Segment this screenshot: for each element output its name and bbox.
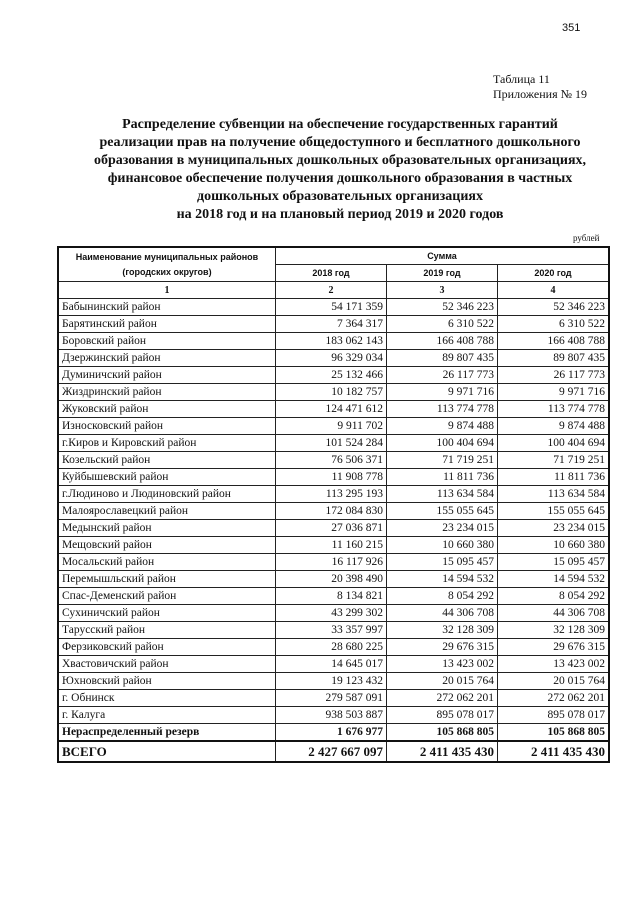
amount-2020: 15 095 457 (497, 554, 609, 571)
district-name: г. Калуга (58, 707, 275, 724)
district-name: Козельский район (58, 452, 275, 469)
title-line: финансовое обеспечение получения дошкольного образования в частных (107, 171, 573, 186)
district-name: Тарусский район (58, 622, 275, 639)
units-label: рублей (573, 233, 600, 243)
table-row (58, 452, 609, 469)
district-name: Хвастовичский район (58, 656, 275, 673)
amount-2018: 11 160 215 (275, 537, 386, 554)
amount-2018: 33 357 997 (275, 622, 386, 639)
attachment-label: Приложения № 19 (493, 87, 588, 101)
district-name: Бабынинский район (58, 299, 275, 316)
district-name: Куйбышевский район (58, 469, 275, 486)
amount-2020: 113 634 584 (497, 486, 609, 503)
amount-2018: 183 062 143 (275, 333, 386, 350)
amount-2019: 29 676 315 (386, 639, 497, 656)
subsidy-table (57, 246, 610, 763)
column-index: 1 (58, 282, 275, 299)
amount-2019: 6 310 522 (386, 316, 497, 333)
amount-2018: 10 182 757 (275, 384, 386, 401)
district-name: г.Людиново и Людиновский район (58, 486, 275, 503)
amount-2019: 100 404 694 (386, 435, 497, 452)
district-name: Жуковский район (58, 401, 275, 418)
amount-2019: 10 660 380 (386, 537, 497, 554)
district-name: Малоярославецкий район (58, 503, 275, 520)
amount-2018: 8 134 821 (275, 588, 386, 605)
amount-2019: 9 874 488 (386, 418, 497, 435)
district-name: Спас-Деменский район (58, 588, 275, 605)
table-row (58, 639, 609, 656)
amount-2019: 272 062 201 (386, 690, 497, 707)
appendix-reference (493, 72, 587, 102)
amount-2019: 9 971 716 (386, 384, 497, 401)
reserve-name: Нераспределенный резерв (58, 724, 275, 742)
table-row (58, 486, 609, 503)
table-row (58, 656, 609, 673)
amount-2019: 44 306 708 (386, 605, 497, 622)
amount-2020: 8 054 292 (497, 588, 609, 605)
amount-2018: 20 398 490 (275, 571, 386, 588)
amount-2019: 52 346 223 (386, 299, 497, 316)
reserve-2020: 105 868 805 (497, 724, 609, 742)
amount-2020: 10 660 380 (497, 537, 609, 554)
table-row (58, 554, 609, 571)
amount-2019: 166 408 788 (386, 333, 497, 350)
sum-column-header: Сумма (275, 247, 609, 265)
title-line: дошкольных образовательных организациях (197, 189, 483, 204)
amount-2018: 25 132 466 (275, 367, 386, 384)
table-row (58, 520, 609, 537)
amount-2019: 20 015 764 (386, 673, 497, 690)
table-row (58, 503, 609, 520)
amount-2020: 155 055 645 (497, 503, 609, 520)
amount-2018: 101 524 284 (275, 435, 386, 452)
table-row (58, 316, 609, 333)
amount-2018: 54 171 359 (275, 299, 386, 316)
district-name: Медынский район (58, 520, 275, 537)
amount-2019: 8 054 292 (386, 588, 497, 605)
amount-2019: 26 117 773 (386, 367, 497, 384)
amount-2020: 26 117 773 (497, 367, 609, 384)
total-row (58, 741, 609, 762)
amount-2019: 155 055 645 (386, 503, 497, 520)
amount-2018: 14 645 017 (275, 656, 386, 673)
amount-2020: 52 346 223 (497, 299, 609, 316)
district-name: Мосальский район (58, 554, 275, 571)
district-name: Юхновский район (58, 673, 275, 690)
district-name: Жиздринский район (58, 384, 275, 401)
title-line: Распределение субвенции на обеспечение государственных гарантий (122, 117, 558, 132)
amount-2018: 124 471 612 (275, 401, 386, 418)
amount-2018: 279 587 091 (275, 690, 386, 707)
amount-2018: 9 911 702 (275, 418, 386, 435)
amount-2020: 6 310 522 (497, 316, 609, 333)
amount-2020: 13 423 002 (497, 656, 609, 673)
amount-2020: 166 408 788 (497, 333, 609, 350)
amount-2018: 76 506 371 (275, 452, 386, 469)
district-name: Перемышльский район (58, 571, 275, 588)
table-row (58, 418, 609, 435)
amount-2018: 43 299 302 (275, 605, 386, 622)
district-name: Сухиничский район (58, 605, 275, 622)
title-line: образования в муниципальных дошкольных образовательных организациях, (93, 153, 587, 168)
reserve-2018: 1 676 977 (275, 724, 386, 742)
column-index: 3 (386, 282, 497, 299)
district-name: Барятинский район (58, 316, 275, 333)
name-column-header: Наименование муниципальных районов (городских округов) (58, 247, 275, 282)
table-body (58, 299, 609, 724)
district-name: г. Обнинск (58, 690, 275, 707)
amount-2020: 32 128 309 (497, 622, 609, 639)
amount-2019: 113 774 778 (386, 401, 497, 418)
amount-2020: 113 774 778 (497, 401, 609, 418)
amount-2019: 113 634 584 (386, 486, 497, 503)
table-row (58, 588, 609, 605)
amount-2019: 71 719 251 (386, 452, 497, 469)
total-name: ВСЕГО (58, 741, 275, 762)
year-header-2020: 2020 год (497, 265, 609, 282)
amount-2019: 11 811 736 (386, 469, 497, 486)
table-row (58, 401, 609, 418)
district-name: Мещовский район (58, 537, 275, 554)
district-name: Износковский район (58, 418, 275, 435)
amount-2020: 23 234 015 (497, 520, 609, 537)
amount-2019: 15 095 457 (386, 554, 497, 571)
table-label: Таблица 11 (493, 72, 550, 86)
amount-2018: 113 295 193 (275, 486, 386, 503)
amount-2019: 23 234 015 (386, 520, 497, 537)
amount-2019: 13 423 002 (386, 656, 497, 673)
amount-2020: 272 062 201 (497, 690, 609, 707)
amount-2020: 29 676 315 (497, 639, 609, 656)
year-header-2018: 2018 год (275, 265, 386, 282)
amount-2018: 172 084 830 (275, 503, 386, 520)
total-2020: 2 411 435 430 (497, 741, 609, 762)
table-row (58, 622, 609, 639)
district-name: Дзержинский район (58, 350, 275, 367)
table-row (58, 384, 609, 401)
amount-2020: 895 078 017 (497, 707, 609, 724)
table-row (58, 367, 609, 384)
reserve-row (58, 724, 609, 742)
amount-2020: 14 594 532 (497, 571, 609, 588)
table-row (58, 469, 609, 486)
table-row (58, 673, 609, 690)
page-number: 351 (562, 22, 581, 34)
amount-2018: 7 364 317 (275, 316, 386, 333)
amount-2019: 32 128 309 (386, 622, 497, 639)
table-row (58, 350, 609, 367)
total-2019: 2 411 435 430 (386, 741, 497, 762)
district-name: г.Киров и Кировский район (58, 435, 275, 452)
table-row (58, 571, 609, 588)
amount-2020: 44 306 708 (497, 605, 609, 622)
table-row (58, 690, 609, 707)
amount-2020: 100 404 694 (497, 435, 609, 452)
table-row (58, 707, 609, 724)
amount-2018: 19 123 432 (275, 673, 386, 690)
title-line: на 2018 год и на плановый период 2019 и 2020 годов (176, 207, 504, 222)
title-line: реализации прав на получение общедоступного и бесплатного дошкольного (99, 135, 581, 150)
amount-2020: 11 811 736 (497, 469, 609, 486)
amount-2019: 895 078 017 (386, 707, 497, 724)
amount-2020: 9 874 488 (497, 418, 609, 435)
amount-2020: 20 015 764 (497, 673, 609, 690)
total-2018: 2 427 667 097 (275, 741, 386, 762)
amount-2020: 71 719 251 (497, 452, 609, 469)
table-row (58, 435, 609, 452)
district-name: Ферзиковский район (58, 639, 275, 656)
table-row (58, 333, 609, 350)
district-name: Боровский район (58, 333, 275, 350)
table-row (58, 537, 609, 554)
amount-2020: 89 807 435 (497, 350, 609, 367)
amount-2019: 89 807 435 (386, 350, 497, 367)
amount-2018: 16 117 926 (275, 554, 386, 571)
amount-2018: 11 908 778 (275, 469, 386, 486)
amount-2020: 9 971 716 (497, 384, 609, 401)
table-row (58, 299, 609, 316)
document-title (55, 116, 625, 224)
amount-2018: 96 329 034 (275, 350, 386, 367)
amount-2019: 14 594 532 (386, 571, 497, 588)
year-header-2019: 2019 год (386, 265, 497, 282)
table-row (58, 605, 609, 622)
column-index: 2 (275, 282, 386, 299)
column-index: 4 (497, 282, 609, 299)
amount-2018: 27 036 871 (275, 520, 386, 537)
amount-2018: 938 503 887 (275, 707, 386, 724)
amount-2018: 28 680 225 (275, 639, 386, 656)
reserve-2019: 105 868 805 (386, 724, 497, 742)
district-name: Думиничский район (58, 367, 275, 384)
